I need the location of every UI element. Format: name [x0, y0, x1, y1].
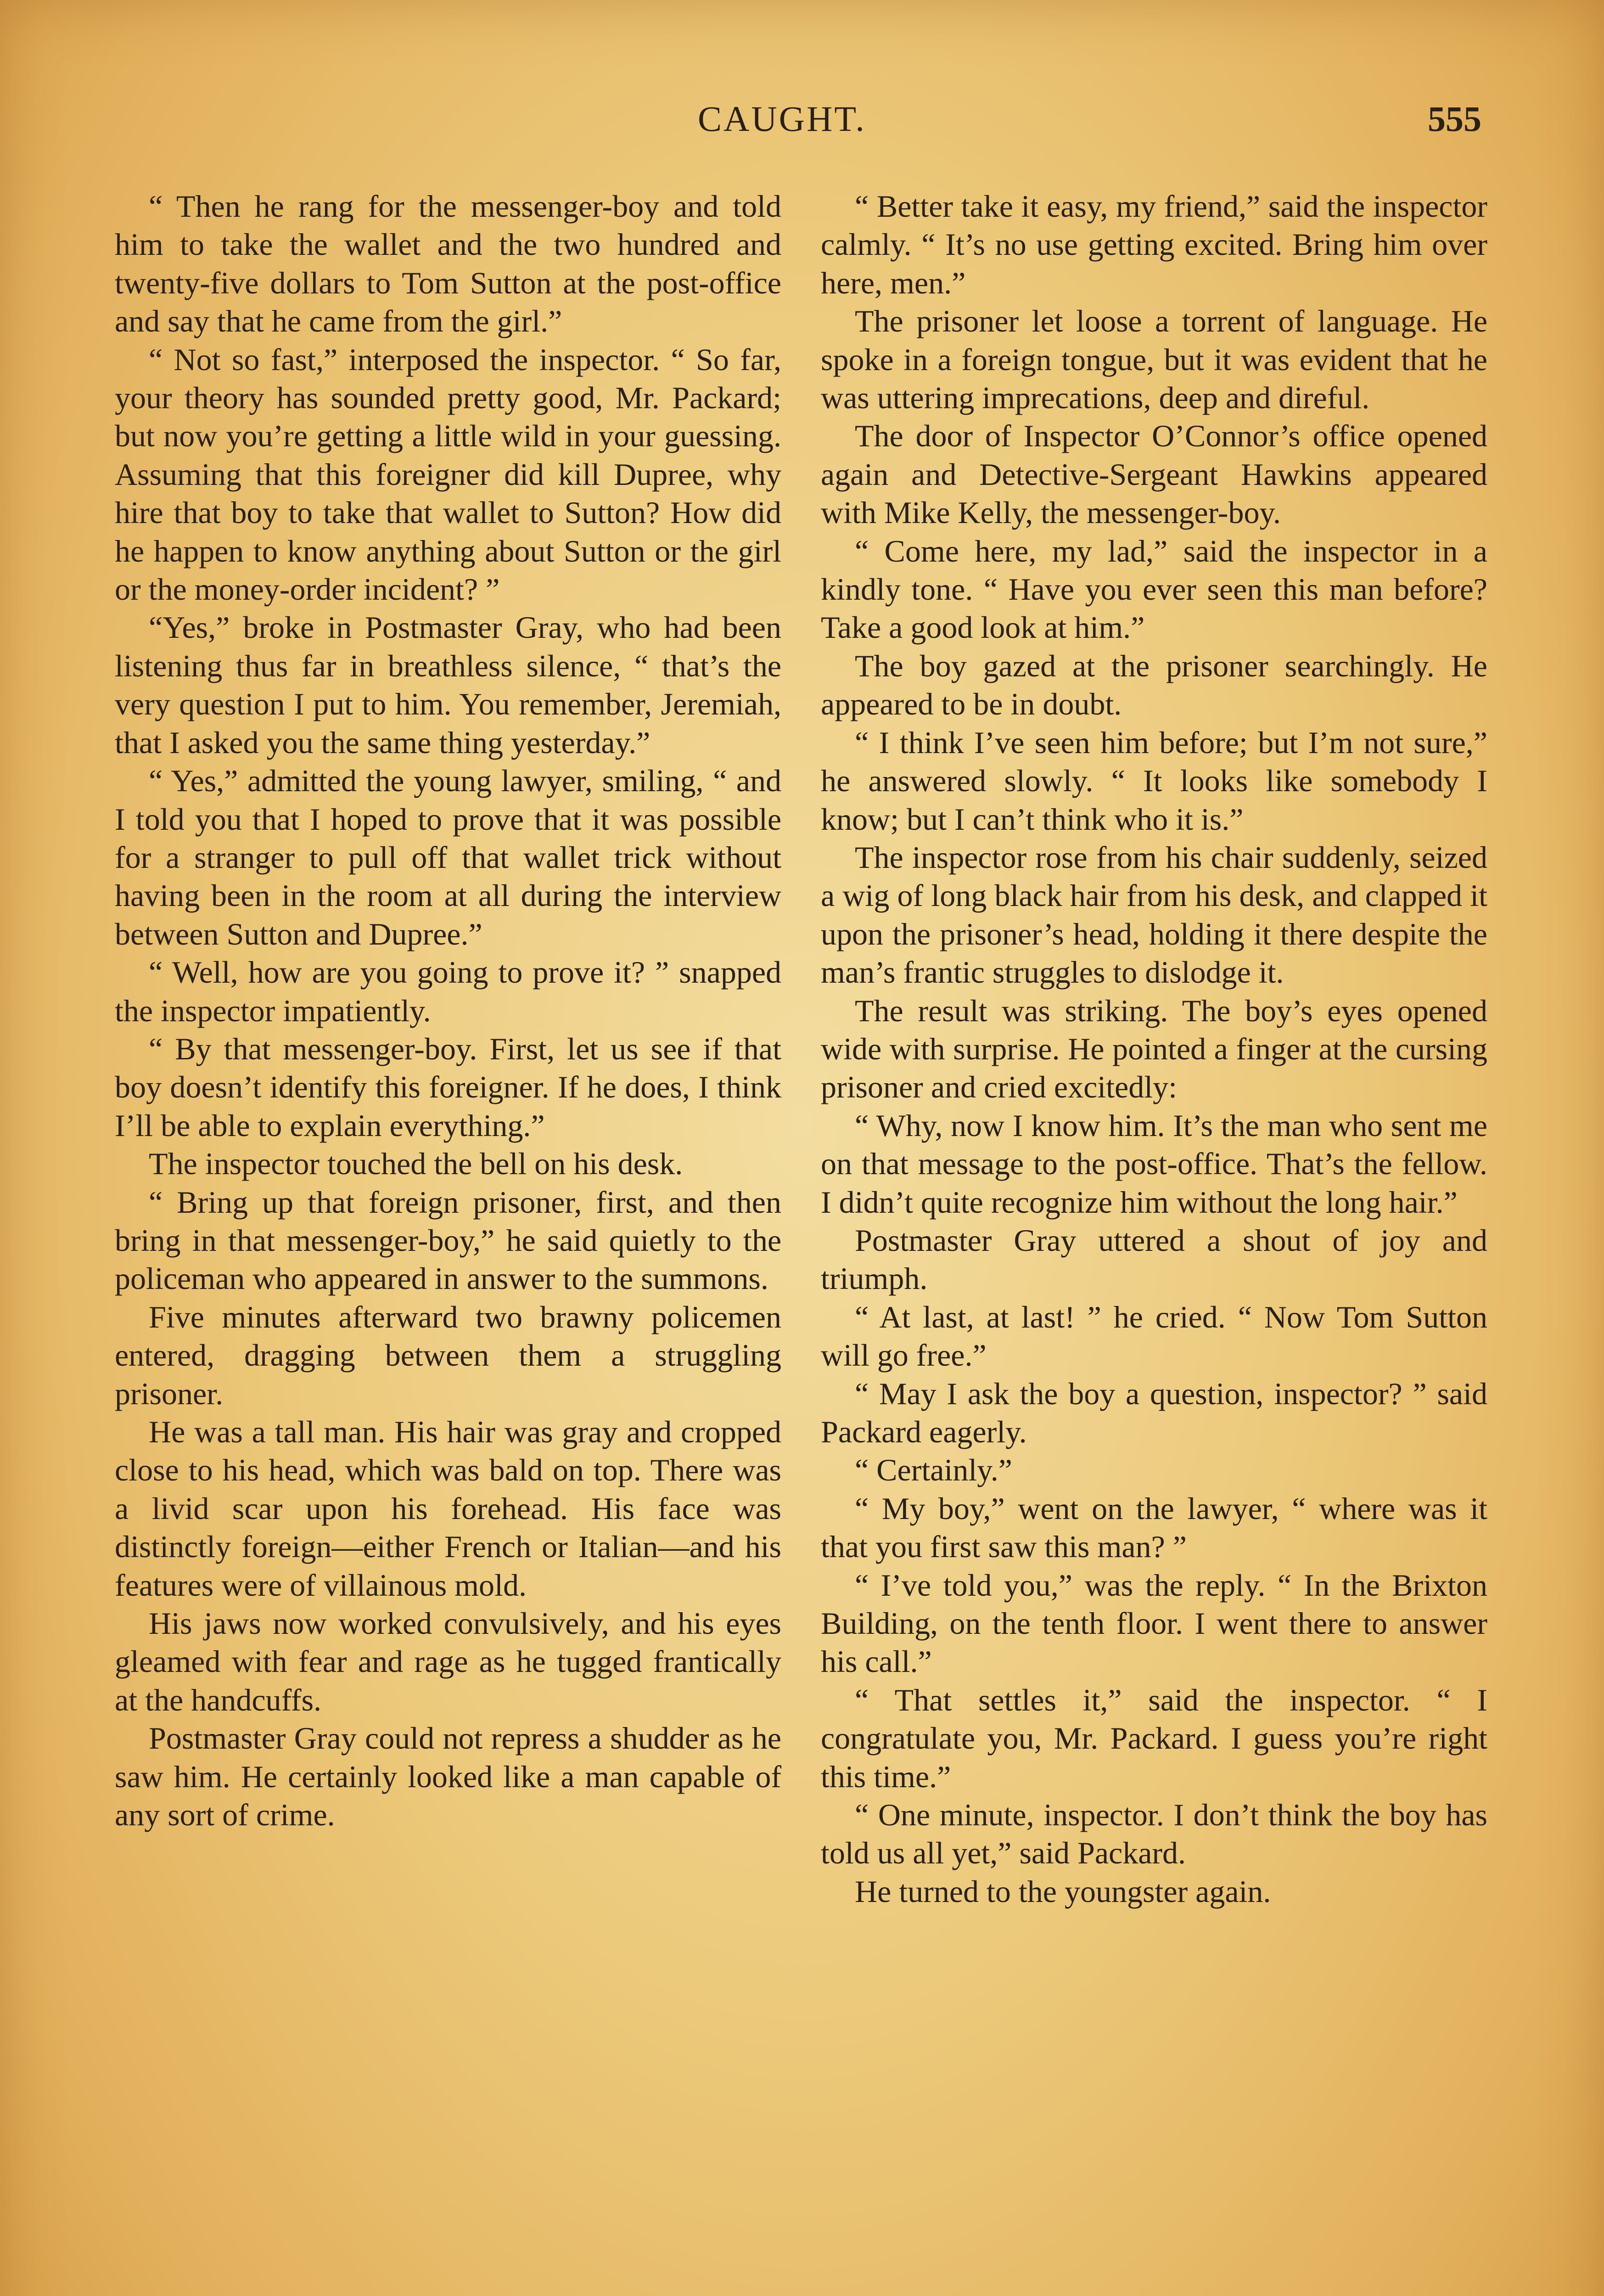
paragraph: “ One minute, inspector. I don’t think the boy has told us all yet,” said Packard.: [821, 1797, 1487, 1871]
running-head-title: CAUGHT.: [698, 99, 866, 139]
paragraph: “ Why, now I know him. It’s the man who sent me on that message to the post-office. That’s the fellow. I didn’t quite recognize him without the long hair.”: [821, 1108, 1487, 1220]
paragraph: “ I think I’ve seen him before; but I’m not sure,” he answered slowly. “ It looks like somebody I know; but I can’t think who it is.”: [821, 725, 1487, 837]
paragraph: “ At last, at last! ” he cried. “ Now Tom Sutton will go free.”: [821, 1299, 1487, 1373]
paragraph: “Yes,” broke in Postmaster Gray, who had been listening thus far in breathless silence, “ that’s the very question I put to him. You remember, Jeremiah, that I asked you the same thing yesterday.”: [115, 610, 781, 760]
paragraph: His jaws now worked convulsively, and his eyes gleamed with fear and rage as he tugged frantically at the handcuffs.: [115, 1606, 781, 1717]
paragraph: “ By that messenger-boy. First, let us see if that boy doesn’t identify this foreigner. If he does, I think I’ll be able to explain everything.”: [115, 1031, 781, 1143]
paragraph: The inspector rose from his chair suddenly, seized a wig of long black hair from his desk, and clapped it upon the prisoner’s head, holding it there despite the man’s frantic struggles to dislodge it.: [821, 839, 1487, 990]
paragraph: Five minutes afterward two brawny policemen entered, dragging between them a struggling prisoner.: [115, 1299, 781, 1411]
paragraph: “ Then he rang for the messenger-boy and told him to take the wallet and the two hundred and twenty-five dollars to Tom Sutton at the post-office and say that he came from the girl.”: [115, 189, 781, 339]
paragraph: He was a tall man. His hair was gray and cropped close to his head, which was bald on top. There was a livid scar upon his forehead. His face was distinctly foreign—either French or Italian—and his features were of villainous mold.: [115, 1414, 781, 1603]
paragraph: “ Come here, my lad,” said the inspector in a kindly tone. “ Have you ever seen this man before? Take a good look at him.”: [821, 533, 1487, 645]
right-column: [821, 187, 1487, 1911]
paragraph: “ Certainly.”: [855, 1452, 1012, 1488]
paragraph: “ I’ve told you,” was the reply. “ In the Brixton Building, on the tenth floor. I went there to answer his call.”: [821, 1567, 1487, 1679]
paragraph: “ Well, how are you going to prove it? ” snapped the inspector impatiently.: [115, 955, 781, 1028]
page-number: 555: [1428, 99, 1481, 139]
paragraph: “ Yes,” admitted the young lawyer, smiling, “ and I told you that I hoped to prove that it was possible for a stranger to pull off that wallet trick without having been in the room at all during the interview between Sutton and Dupree.”: [115, 763, 781, 951]
paragraph: He turned to the youngster again.: [855, 1874, 1271, 1909]
left-column: [115, 187, 781, 1834]
paragraph: Postmaster Gray uttered a shout of joy and triumph.: [821, 1222, 1487, 1296]
paragraph: “ Not so fast,” interposed the inspector. “ So far, your theory has sounded pretty good, Mr. Packard; but now you’re getting a little wild in your guessing. Assuming that this foreigner did kill Dupree, why hire that boy to take that wallet to Sutton? How did he happen to know anything about Sutton or the girl or the money-order incident? ”: [115, 342, 781, 607]
paragraph: Postmaster Gray could not repress a shudder as he saw him. He certainly looked like a man capable of any sort of crime.: [115, 1721, 781, 1833]
paragraph: “ My boy,” went on the lawyer, “ where was it that you first saw this man? ”: [821, 1491, 1487, 1564]
paragraph: “ May I ask the boy a question, inspector? ” said Packard eagerly.: [821, 1376, 1487, 1449]
paragraph: “ That settles it,” said the inspector. “ I congratulate you, Mr. Packard. I guess you’re right this time.”: [821, 1682, 1487, 1794]
paragraph: The result was striking. The boy’s eyes opened wide with surprise. He pointed a finger at the cursing prisoner and cried excitedly:: [821, 993, 1487, 1105]
paragraph: The inspector touched the bell on his desk.: [149, 1146, 683, 1182]
paragraph: The door of Inspector O’Connor’s office opened again and Detective-Sergeant Hawkins appeared with Mike Kelly, the messenger-boy.: [821, 418, 1487, 530]
paragraph: The boy gazed at the prisoner searchingly. He appeared to be in doubt.: [821, 648, 1487, 722]
paragraph: “ Bring up that foreign prisoner, first, and then bring in that messenger-boy,” he said quietly to the policeman who appeared in answer to the summons.: [115, 1184, 781, 1296]
paragraph: The prisoner let loose a torrent of language. He spoke in a foreign tongue, but it was evident that he was uttering imprecations, deep and direful.: [821, 304, 1487, 416]
paragraph: “ Better take it easy, my friend,” said the inspector calmly. “ It’s no use getting excited. Bring him over here, men.”: [821, 189, 1487, 300]
